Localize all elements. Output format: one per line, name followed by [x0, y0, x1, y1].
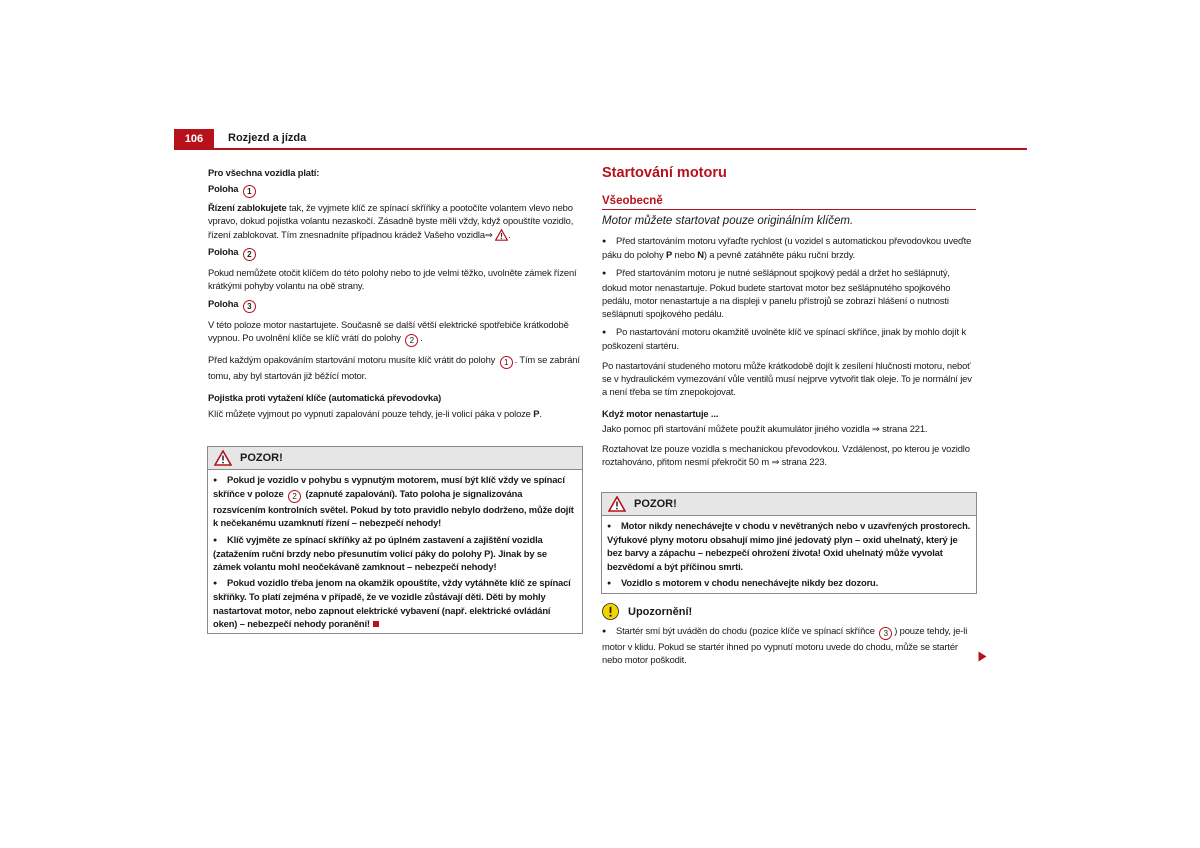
cold-engine-text: Po nastartování studeného motoru může krátkodobě dojít k zesílení hlučnosti motoru, neboť se v hydraulickém vymezování vůle ventilů musí nejprve vytvořit tlak oleje. To je normální jev a není třeba se tím znepokojovat.: [602, 359, 972, 398]
position-3-text: V této poloze motor nastartujete. Současně se další větší elektrické spotřebiče krátkodobě vypnou. Po uvolnění klíče se klíč vrátí do polohy 2 .: [208, 319, 569, 346]
header-rule: [174, 148, 1027, 150]
start-bullet-3: ● Po nastartování motoru okamžitě uvolněte klíč ve spínací skříňce, jinak by mohlo dojít k poškození startéru.: [602, 325, 976, 352]
warning-header: [208, 447, 582, 470]
section-title: Startování motoru: [602, 165, 727, 181]
position-3-marker: 3: [243, 300, 256, 313]
intro-text: Pro všechna vozidla platí:: [208, 167, 320, 178]
position-1-text: Řízení zablokujete tak, že vyjmete klíč ze spínací skříňky a pootočíte volantem vlevo nebo vpravo, dokud pojistka volantu nezaskočí. Zásadně byste měli vždy, když opouštíte vozidlo, řízení zablokovat. Tím znesnadníte případnou krádež Vašeho vozidla⇒ .: [208, 202, 574, 240]
no-start-text-1: Jako pomoc při startování můžete použít akumulátor jiného vozidla ⇒ strana 221.: [602, 423, 928, 435]
position-ref-marker: 2: [405, 334, 418, 347]
end-square-icon: [373, 621, 379, 627]
position-1-label: Poloha 1: [208, 182, 582, 198]
chapter-title: Rozjezd a jízda: [228, 132, 307, 144]
warning-bullet-2: ● Vozidlo s motorem v chodu nenechávejte nikdy bez dozoru.: [607, 576, 971, 590]
position-2-marker: 2: [243, 248, 256, 261]
position-ref-marker: 2: [288, 490, 301, 503]
warning-triangle-icon: [495, 229, 508, 241]
warning-bullet-1: ● Motor nikdy nenechávejte v chodu v nevětraných nebo v uzavřených prostorech. Výfukové plyny motoru obsahují mimo jiné jedovatý plyn – oxid uhelnatý, který je bez barvy a zápachu – nebezpečí ohrožení života! Oxid uhelnatý může vyvolat bezvědomí a být příčinou smrti.: [607, 519, 971, 573]
right-column: [602, 164, 976, 468]
warning-bullet-2: ● Klíč vyjměte ze spínací skříňky až po úplném zastavení a zajištění vozidla (zatažením ruční brzdy nebo přesunutím volicí páky do polohy P). Jinak by se zámek volantu mohl neočekávaně zamknout – nebezpečí nehody!: [213, 533, 577, 574]
subsection-rule: [602, 209, 976, 210]
warning-title: POZOR!: [240, 452, 283, 464]
warning-bullet-3: ● Pokud vozidlo třeba jenom na okamžik opouštíte, vždy vytáhněte klíč ze spínací skříňky. To platí zejména v případě, že ve vozidle zůstávají děti. Děti by mohly nastartovat motor, nebo zapnout elektrické vybavení (např. elektrické ovládání oken) – nebezpečí nehody poranění!: [213, 576, 577, 630]
position-3-label: Poloha 3: [208, 297, 582, 313]
no-start-text-2: Roztahovat lze pouze vozidla s mechanickou převodovkou. Vzdálenost, po kterou je vozidlo roztahováno, přitom nesmí překročit 50 m ⇒ strana 223.: [602, 442, 970, 467]
warning-header: [602, 493, 976, 516]
start-bullet-1: ● Před startováním motoru vyřaďte rychlost (u vozidel s automatickou převodovkou uveďte páku do polohy P nebo N) a pevně zatáhněte páku ruční brzdy.: [602, 234, 976, 261]
warning-title: POZOR!: [634, 498, 677, 510]
subsection-title: Všeobecně: [602, 195, 663, 207]
position-ref-marker: 1: [500, 356, 513, 369]
left-column: [208, 166, 582, 420]
note-section: [602, 603, 976, 666]
page-number-badge: 106: [174, 129, 214, 149]
start-bullet-2: ● Před startováním motoru je nutné sešlápnout spojkový pedál a držet ho sešlápnutý, dokud motor nenastartuje. Pokud budete startovat motor bez sešlápnutého spojkového pedálu, motor nenastartuje a na displeji v panelu přístrojů se zobrazí hlášení o nutnosti sešlápnutí spojkového pedálu.: [602, 266, 976, 320]
note-text: ● Startér smí být uváděn do chodu (pozice klíče ve spínací skříňce 3 ) pouze tehdy, je-li motor v klidu. Pokud se startér ihned po vypnutí motoru uvede do chodu, může se startér nebo motor poškodit.: [602, 624, 976, 666]
warning-triangle-icon: [214, 450, 232, 466]
key-lock-text: Klíč můžete vyjmout po vypnutí zapalování pouze tehdy, je-li volicí páka v poloze P.: [208, 407, 542, 419]
lead-text: Motor můžete startovat pouze originálním klíčem.: [602, 215, 854, 227]
position-1-marker: 1: [243, 185, 256, 198]
warning-triangle-icon: [608, 496, 626, 512]
no-start-heading: Když motor nenastartuje ...: [602, 408, 719, 420]
position-2-text: Pokud nemůžete otočit klíčem do této polohy nebo to jde velmi těžko, uvolněte zámek řízení krátkými pohyby volantu na obě strany.: [208, 266, 577, 292]
exclamation-circle-icon: [602, 603, 619, 620]
key-lock-heading: Pojistka proti vytažení klíče (automatická převodovka): [208, 391, 442, 403]
note-title: Upozornění!: [628, 605, 693, 618]
warning-box-left: [207, 446, 583, 634]
warning-box-right: [601, 492, 977, 594]
position-ref-marker: 3: [879, 627, 892, 640]
continue-arrow-icon: [978, 651, 987, 662]
repeat-start-text: Před každým opakováním startování motoru musíte klíč vrátit do polohy 1 . Tím se zabrání tomu, aby byl startován již běžící motor.: [208, 354, 580, 382]
warning-bullet-1: ● Pokud je vozidlo v pohybu s vypnutým motorem, musí být klíč vždy ve spínací skříňce v poloze 2 (zapnuté zapalování). Tato poloha je signalizována rozsvícením kontrolních světel. Pokud by toto pravidlo nebylo dodrženo, může dojít k nečekanému uzamknutí řízení – nebezpečí nehody!: [213, 473, 577, 530]
position-2-label: Poloha 2: [208, 245, 582, 261]
